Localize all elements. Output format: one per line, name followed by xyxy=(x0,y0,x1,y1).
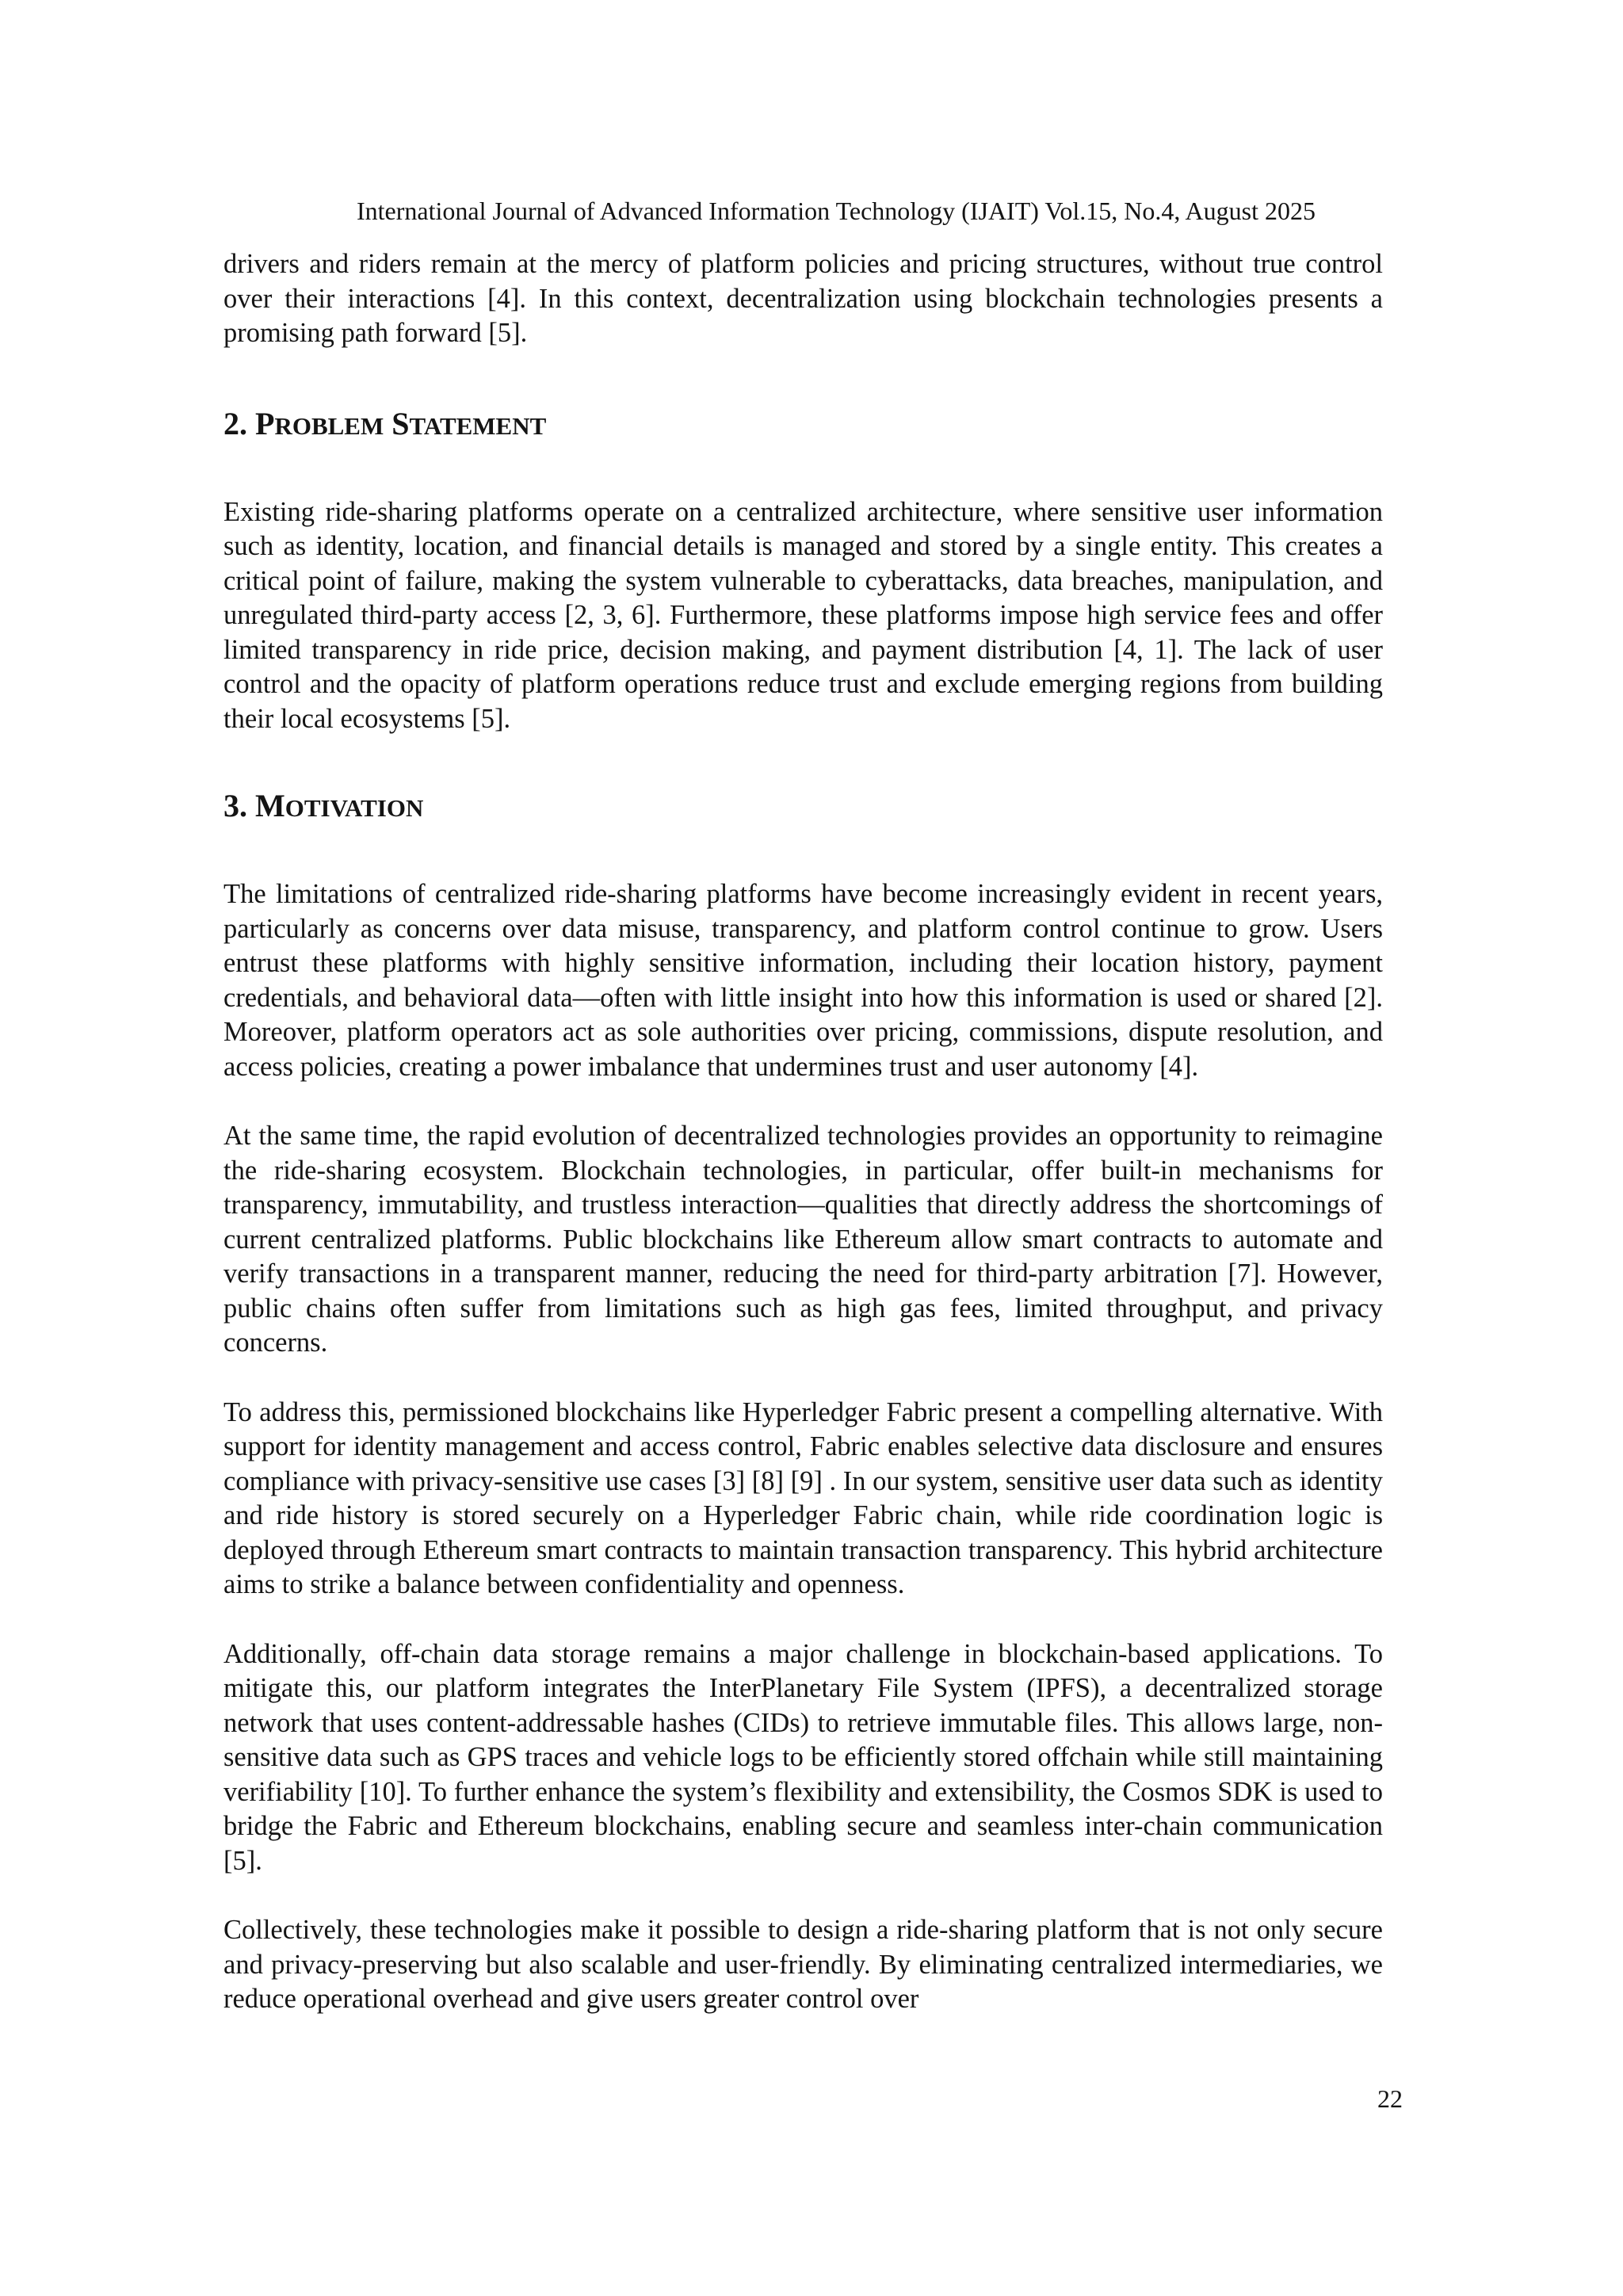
heading-word: PROBLEM xyxy=(255,405,384,441)
section-number: 3. xyxy=(223,788,247,823)
section-heading-problem-statement xyxy=(223,404,1383,446)
section-heading-motivation xyxy=(223,786,1383,828)
motivation-paragraph: To address this, permissioned blockchains like Hyperledger Fabric present a compelling alternative. With support for identity management and access control, Fabric enables selective data disclosure and ensures compliance with privacy-sensitive use cases [3] [8] [9] . In our system, sensitive user data such as identity and ride history is stored securely on a Hyperledger Fabric chain, while ride coordination logic is deployed through Ethereum smart contracts to maintain transaction transparency. This hybrid architecture aims to strike a balance between confidentiality and openness. xyxy=(223,1396,1383,1599)
problem-statement-paragraph: Existing ride-sharing platforms operate on a centralized architecture, where sensitive user information such as identity, location, and financial details is managed and stored by a single entity. This creates a critical point of failure, making the system vulnerable to cyberattacks, data breaches, manipulation, and unregulated third-party access [2, 3, 6]. Furthermore, these platforms impose high service fees and offer limited transparency in ride price, decision making, and payment distribution [4, 1]. The lack of user control and the opacity of platform operations reduce trust and exclude emerging regions from building their local ecosystems [5]. xyxy=(223,496,1383,734)
section-number: 2. xyxy=(223,405,247,441)
heading-word: MOTIVATION xyxy=(255,788,424,823)
heading-word: STATEMENT xyxy=(391,405,547,441)
motivation-paragraph: The limitations of centralized ride-sharing platforms have become increasingly evident in recent years, particularly as concerns over data misuse, transparency, and platform control continue to grow. Users entrust these platforms with highly sensitive information, including their location history, payment credentials, and behavioral data—often with little insight into how this information is used or shared [2]. Moreover, platform operators act as sole authorities over pricing, commissions, dispute resolution, and access policies, creating a power imbalance that undermines trust and user autonomy [4]. xyxy=(223,879,1383,1082)
intro-continuation-paragraph: drivers and riders remain at the mercy of platform policies and pricing structures, without true control over their interactions [4]. In this context, decentralization using blockchain technologies presents a promising path forward [5]. xyxy=(223,249,1383,348)
motivation-paragraph: Collectively, these technologies make it possible to design a ride-sharing platform that is not only secure and privacy-preserving but also scalable and user-friendly. By eliminating centralized intermediaries, we reduce operational overhead and give users greater control over xyxy=(223,1915,1383,2014)
page-body xyxy=(223,247,1383,2017)
motivation-paragraph: At the same time, the rapid evolution of decentralized technologies provides an opportunity to reimagine the ride-sharing ecosystem. Blockchain technologies, in particular, offer built-in mechanisms for transparency, immutability, and trustless interaction—qualities that directly address the shortcomings of current centralized platforms. Public blockchains like Ethereum allow smart contracts to automate and verify transactions in a transparent manner, reducing the need for third-party arbitration [7]. However, public chains often suffer from limitations such as high gas fees, limited throughput, and privacy concerns. xyxy=(223,1121,1383,1358)
motivation-paragraph: Additionally, off-chain data storage remains a major challenge in blockchain-based applications. To mitigate this, our platform integrates the InterPlanetary File System (IPFS), a decentralized storage network that uses content-addressable hashes (CIDs) to retrieve immutable files. This allows large, non-sensitive data such as GPS traces and vehicle logs to be efficiently stored offchain while still maintaining verifiability [10]. To further enhance the system’s flexibility and extensibility, the Cosmos SDK is used to bridge the Fabric and Ethereum blockchains, enabling secure and seamless inter-chain communication [5]. xyxy=(223,1638,1383,1876)
page-number: 22 xyxy=(1377,2084,1403,2113)
running-header: International Journal of Advanced Information Technology (IJAIT) Vol.15, No.4, August 2025 xyxy=(357,197,1316,225)
